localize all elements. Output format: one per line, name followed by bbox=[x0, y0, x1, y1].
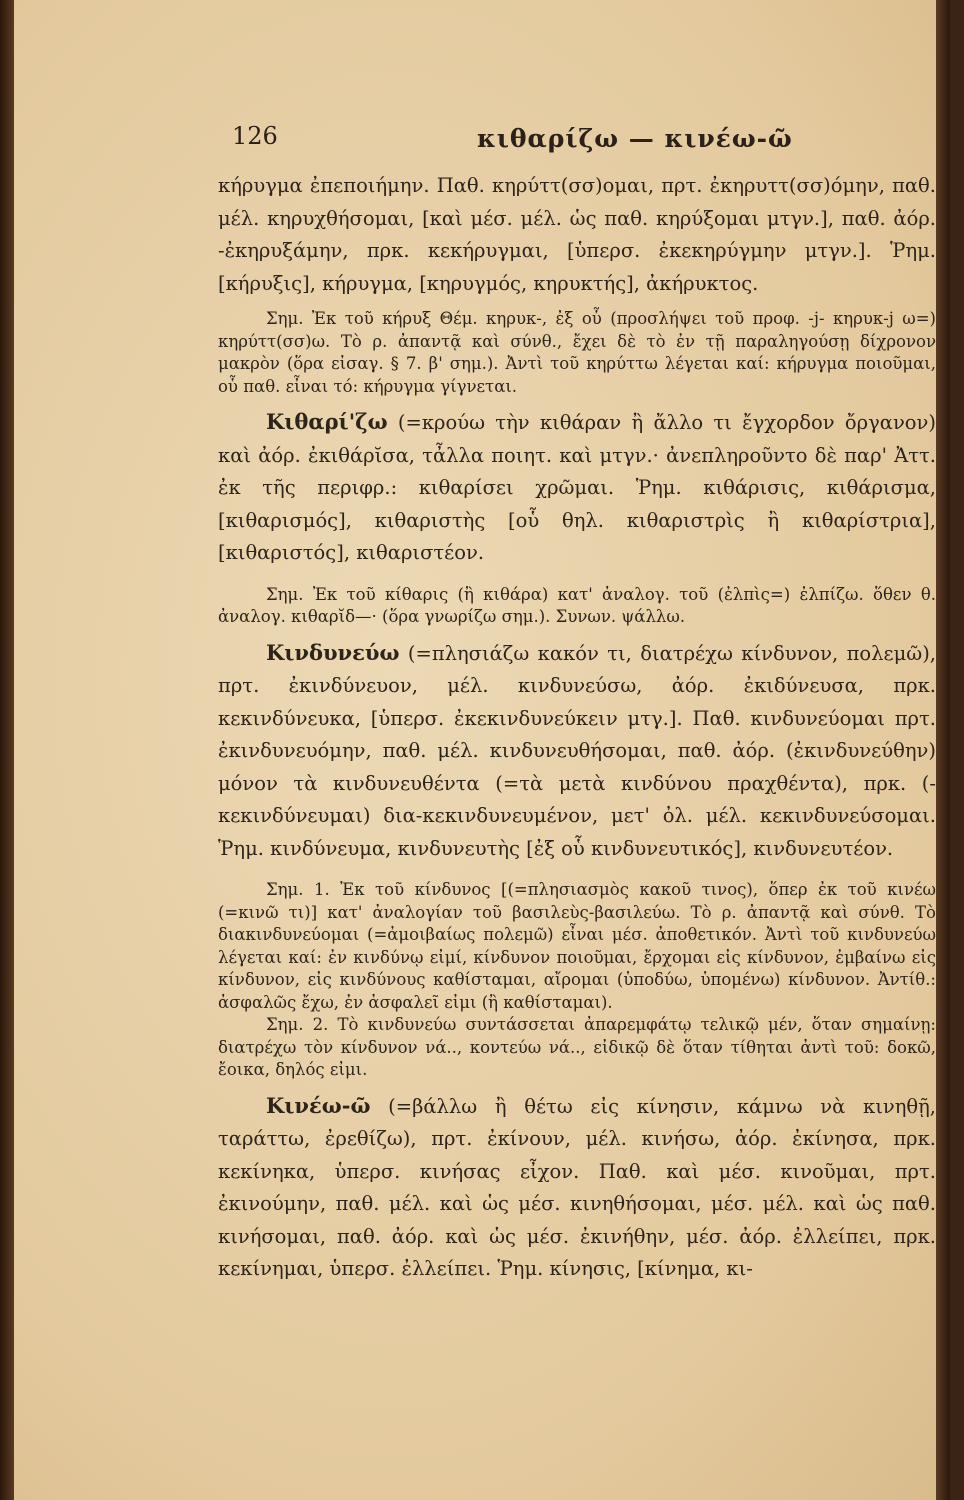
note-kindyneuo-2: Σημ. 2. Τὸ κινδυνεύω συντάσσεται ἀπαρεμφάτῳ τελικῷ μέν, ὅταν σημαίνῃ: διατρέχω τὸν κίνδυνον νά.., κοντεύω νά.., εἰδικῷ δὲ ὅταν τίθηται ἀντὶ τοῦ: δοκῶ, ἔοικα, δηλός εἰμι. bbox=[218, 1015, 936, 1079]
entry-kindyneuo-text: (=πλησιάζω κακόν τι, διατρέχω κίνδυνον, πολεμῶ), πρτ. ἐκινδύνευον, μέλ. κινδυνεύσω, ἀόρ. ἐκιδύνευσα, πρκ. κεκινδύνευκα, [ὑπερσ. ἐκεκινδυνεύκειν μτγ.]. Παθ. κινδυνεύομαι πρτ. ἐκινδυνευόμην, παθ. μέλ. κινδυνευθήσομαι, παθ. ἀόρ. (ἐκινδυνεύθην) μόνον τὰ κινδυνευθέντα (=τὰ μετὰ κινδύνου πραχθέντα), πρκ. (-κεκινδύνευμαι) δια-κεκινδυνευμένον, μετ' ὀλ. μέλ. κεκινδυνεύσομαι. Ῥημ. κινδύνευμα, κινδυνευτὴς [ἐξ οὗ κινδυνευτικός], κινδυνευτέον. bbox=[218, 641, 936, 860]
entry-kitharizo-text: (=κρούω τὴν κιθάραν ἢ ἄλλο τι ἔγχορδον ὄργανον) καὶ ἀόρ. ἐκιθάρῐσα, τἆλλα ποιητ. καὶ μτγν.· ἀνεπληροῦντο δὲ παρ' Ἀττ. ἐκ τῆς περιφρ.: κιθαρίσει χρῶμαι. Ῥημ. κιθάρισις, κιθάρισμα, [κιθαρισμός], κιθαριστὴς [οὗ θηλ. κιθαριστρὶς ἢ κιθαρίστρια], [κιθαριστός], κιθαριστέον. bbox=[218, 411, 936, 564]
book-spine-shadow bbox=[0, 0, 14, 1500]
lemma-kindyneuo: Κινδυνεύω bbox=[266, 639, 400, 665]
entry-kineo-text: (=βάλλω ἢ θέτω εἰς κίνησιν, κάμνω νὰ κινηθῇ, ταράττω, ἐρεθίζω), πρτ. ἐκίνουν, μέλ. κινήσω, ἀόρ. ἐκίνησα, πρκ. κεκίνηκα, ὑπερσ. κινήσας εἶχον. Παθ. καὶ μέσ. κινοῦμαι, πρτ. ἐκινούμην, παθ. μέλ. καὶ ὡς μέσ. κινηθήσομαι, μέσ. μέλ. καὶ ὡς παθ. κινήσομαι, παθ. ἀόρ. καὶ ὡς μέσ. ἐκινήθην, μέσ. ἀόρ. ἐλλείπει, πρκ. κεκίνημαι, ὑπερσ. ἐλλείπει. Ῥημ. κίνησις, [κίνημα, κι- bbox=[218, 1094, 936, 1280]
running-head: κιθαρίζω — κινέω-ῶ bbox=[477, 124, 793, 153]
lemma-kitharizo: Κιθαρί'ζω bbox=[266, 409, 388, 434]
page-body bbox=[218, 170, 936, 1286]
page-number: 126 bbox=[232, 122, 278, 150]
note-kindyneuo-1: Σημ. 1. Ἐκ τοῦ κίνδυνος [(=πλησιασμὸς κακοῦ τινος), ὅπερ ἐκ τοῦ κινέω (=κινῶ τι)] κατ' ἀναλογίαν τοῦ βασιλεὺς-βασιλεύω. Τὸ ρ. ἀπαντᾷ καὶ σύνθ. Τὸ διακινδυνεύομαι (=ἀμοιβαίως πολεμῶ) εἶναι μέσ. ἀποθετικόν. Ἀντὶ τοῦ κινδυνεύω λέγεται καί: ἐν κινδύνῳ εἰμί, κίνδυνον ποιοῦμαι, ἔρχομαι εἰς κίνδυνον, ἐμβαίνω εἰς κίνδυνον, εἰς κινδύνους καθίσταμαι, αἴρομαι (ὑποδύω, ὑπομένω) κίνδυνον. Ἀντίθ.: ἀσφαλῶς ἔχω, ἐν ἀσφαλεῖ εἰμι (ἢ καθίσταμαι). bbox=[218, 880, 936, 1012]
entry-kindyneuo bbox=[218, 637, 936, 866]
entry-kineo bbox=[218, 1090, 936, 1286]
page-header bbox=[232, 118, 932, 158]
entry-kitharizo bbox=[218, 406, 936, 570]
note-kitharizo: Σημ. Ἐκ τοῦ κίθαρις (ἢ κιθάρα) κατ' ἀναλογ. τοῦ (ἐλπὶς=) ἐλπίζω. ὅθεν θ. ἀναλογ. κιθαρῐδ—· (ὅρα γνωρίζω σημ.). Συνων. ψάλλω. bbox=[218, 584, 936, 626]
note-kerysso: Σημ. Ἐκ τοῦ κήρυξ Θέμ. κηρυκ-, ἐξ οὗ (προσλήψει τοῦ προφ. -j- κηρυκ-j ω=) κηρύττ(σσ)ω. Τὸ ρ. ἀπαντᾷ καὶ σύνθ., ἔχει δὲ τὸ ἐν τῇ παραληγούσῃ δίχρονον μακρὸν (ὅρα εἰσαγ. § 7. β' σημ.). Ἀντὶ τοῦ κηρύττω λέγεται καί: κήρυγμα ποιοῦμαι, οὗ παθ. εἶναι τό: κήρυγμα γίγνεται. bbox=[218, 309, 936, 396]
paragraph-kerysso-continuation: κήρυγμα ἐπεποιήμην. Παθ. κηρύττ(σσ)ομαι, πρτ. ἐκηρυττ(σσ)όμην, παθ. μέλ. κηρυχθήσομαι, [καὶ μέσ. μέλ. ὡς παθ. κηρύξομαι μτγν.], παθ. ἀόρ. -ἐκηρυξάμην, πρκ. κεκήρυγμαι, [ὑπερσ. ἐκεκηρύγμην μτγν.]. Ῥημ. [κήρυξις], κήρυγμα, [κηρυγμός, κηρυκτής], ἀκήρυκτος. bbox=[218, 174, 936, 295]
lemma-kineo: Κινέω-ῶ bbox=[266, 1092, 371, 1118]
page-edge-shadow bbox=[936, 0, 950, 1500]
